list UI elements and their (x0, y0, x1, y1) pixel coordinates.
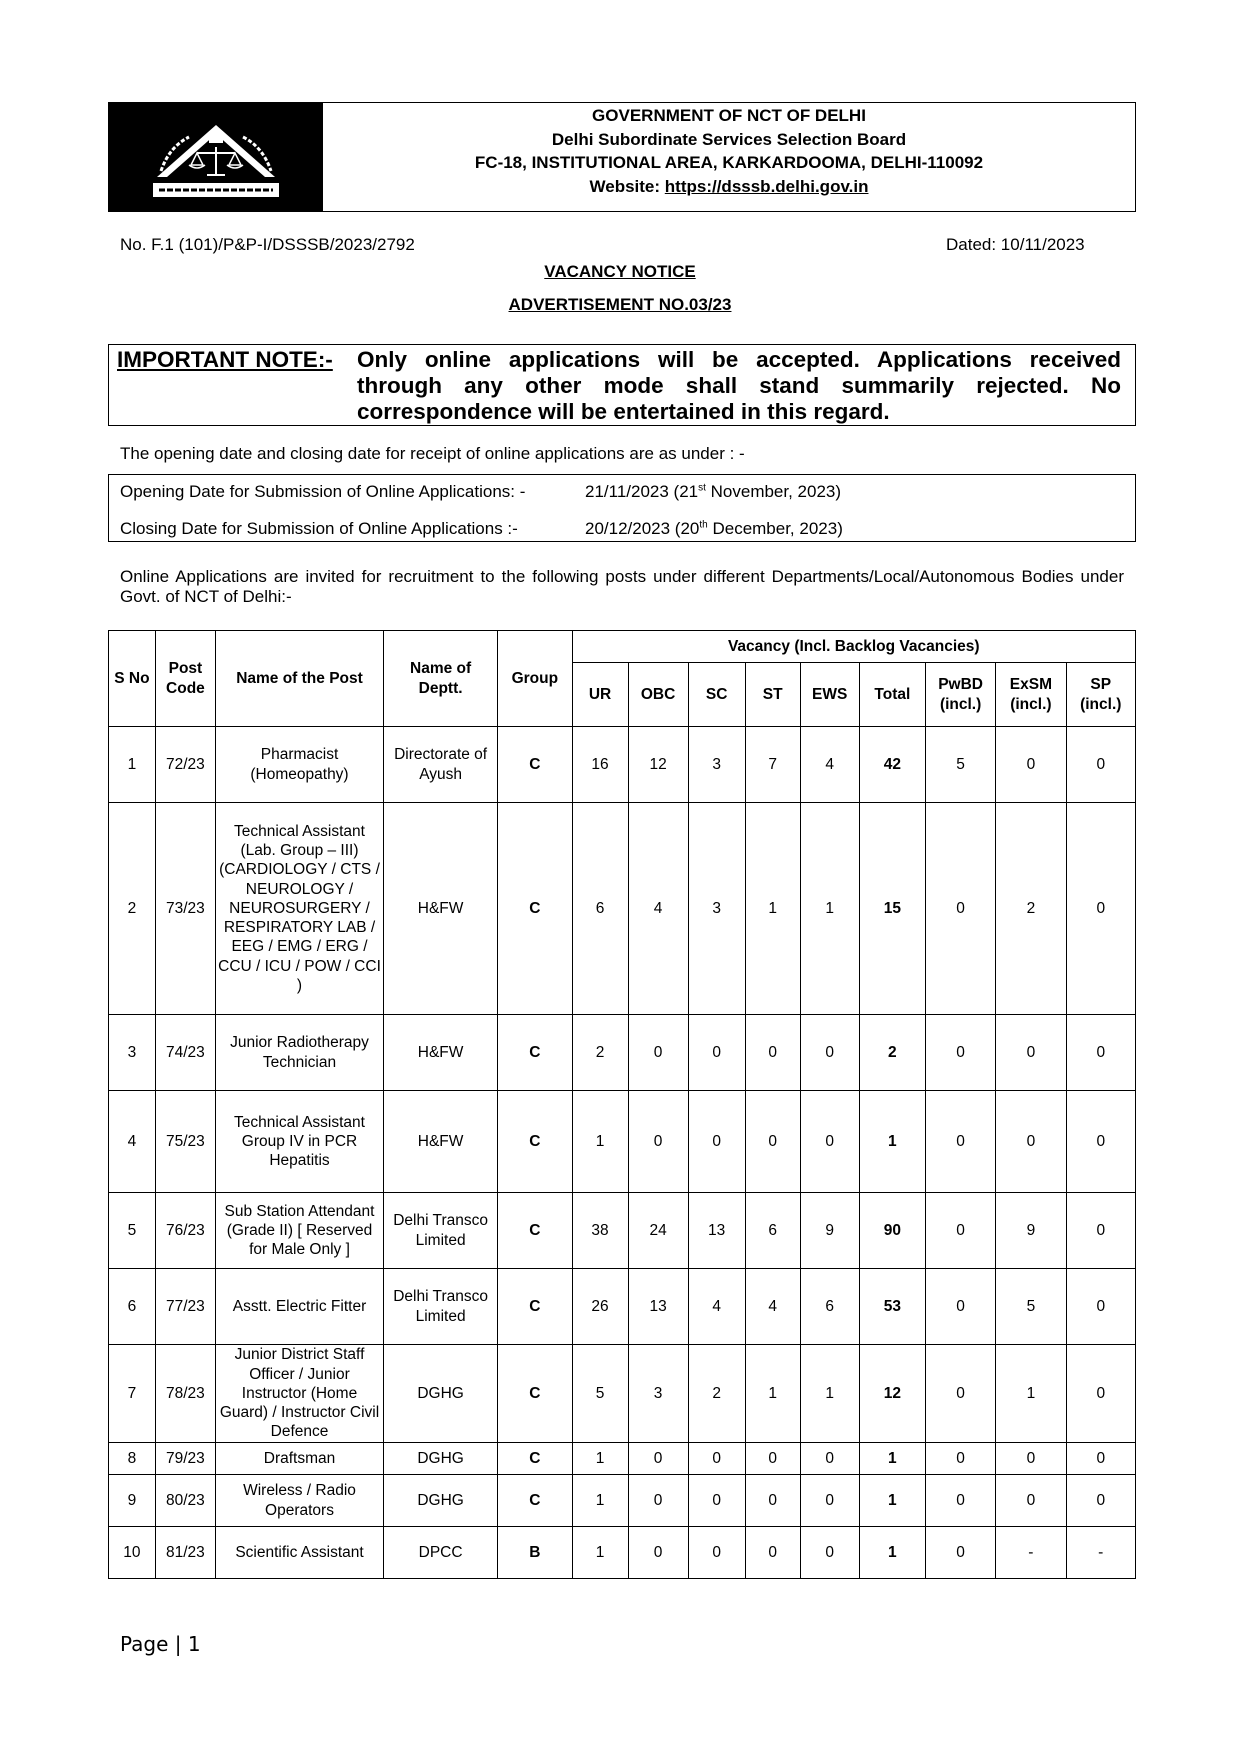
cell-sno: 9 (109, 1475, 156, 1527)
cell-dept: Delhi Transco Limited (384, 1269, 498, 1345)
table-row (109, 1091, 1136, 1193)
cell-pwbd: 0 (925, 1091, 995, 1193)
cell-ews: 4 (800, 727, 859, 803)
cell-sp: - (1066, 1527, 1135, 1579)
cell-sc: 0 (688, 1443, 745, 1475)
col-post-name: Name of the Post (215, 631, 383, 727)
cell-obc: 13 (628, 1269, 688, 1345)
cell-obc: 0 (628, 1527, 688, 1579)
page-number: Page | 1 (120, 1632, 201, 1656)
cell-sno: 3 (109, 1015, 156, 1091)
cell-dept: H&FW (384, 1091, 498, 1193)
cell-group: C (498, 1193, 572, 1269)
dates-box (108, 474, 1136, 542)
cell-total: 15 (859, 803, 925, 1015)
board-address: FC-18, INSTITUTIONAL AREA, KARKARDOOMA, DELHI-110092 (474, 153, 984, 172)
col-ur: UR (572, 663, 628, 727)
cell-sp: 0 (1066, 1015, 1135, 1091)
cell-group: C (498, 727, 572, 803)
government-name: GOVERNMENT OF NCT OF DELHI (592, 106, 866, 125)
col-dept: Name of Deptt. (384, 631, 498, 727)
cell-ur: 2 (572, 1015, 628, 1091)
cell-obc: 0 (628, 1091, 688, 1193)
cell-ews: 0 (800, 1091, 859, 1193)
col-sp: SP (incl.) (1066, 663, 1135, 727)
important-note-label: IMPORTANT NOTE:- (117, 347, 333, 372)
cell-total: 90 (859, 1193, 925, 1269)
cell-post: Pharmacist (Homeopathy) (215, 727, 383, 803)
col-sno: S No (109, 631, 156, 727)
cell-pwbd: 0 (925, 1443, 995, 1475)
cell-code: 78/23 (155, 1345, 215, 1443)
cell-code: 75/23 (155, 1091, 215, 1193)
cell-total: 1 (859, 1527, 925, 1579)
cell-post: Junior Radiotherapy Technician (215, 1015, 383, 1091)
important-note-text: Only online applications will be accepted. Applications received through any other mode shall stand summarily rejected. No correspondence will be entertained in this regard. (357, 347, 1121, 424)
cell-obc: 0 (628, 1015, 688, 1091)
cell-code: 77/23 (155, 1269, 215, 1345)
notice-date: Dated: 10/11/2023 (946, 235, 1085, 254)
cell-total: 1 (859, 1475, 925, 1527)
cell-obc: 4 (628, 803, 688, 1015)
cell-sp: 0 (1066, 727, 1135, 803)
cell-exsm: 0 (996, 727, 1066, 803)
cell-ur: 26 (572, 1269, 628, 1345)
table-row (109, 1475, 1136, 1527)
cell-total: 1 (859, 1443, 925, 1475)
cell-sno: 8 (109, 1443, 156, 1475)
cell-ews: 1 (800, 1345, 859, 1443)
cell-sc: 4 (688, 1269, 745, 1345)
recruitment-intro: Online Applications are invited for recruitment to the following posts under different Departments/Local/Autonomous Bodies under Govt. of NCT of Delhi:- (120, 567, 1124, 606)
cell-st: 1 (745, 803, 800, 1015)
table-row (109, 1015, 1136, 1091)
cell-group: C (498, 1345, 572, 1443)
table-row (109, 803, 1136, 1015)
cell-code: 74/23 (155, 1015, 215, 1091)
cell-group: C (498, 1443, 572, 1475)
cell-pwbd: 5 (925, 727, 995, 803)
table-row (109, 727, 1136, 803)
cell-ews: 0 (800, 1015, 859, 1091)
cell-exsm: 0 (996, 1015, 1066, 1091)
cell-exsm: 0 (996, 1475, 1066, 1527)
cell-sno: 7 (109, 1345, 156, 1443)
cell-dept: DPCC (384, 1527, 498, 1579)
cell-sp: 0 (1066, 1345, 1135, 1443)
cell-ur: 1 (572, 1527, 628, 1579)
cell-pwbd: 0 (925, 1345, 995, 1443)
vacancy-table (108, 630, 1136, 1579)
website-link[interactable]: https://dsssb.delhi.gov.in (664, 176, 869, 196)
table-row (109, 1269, 1136, 1345)
cell-exsm: 0 (996, 1091, 1066, 1193)
col-exsm: ExSM (incl.) (996, 663, 1066, 727)
cell-group: B (498, 1527, 572, 1579)
cell-code: 76/23 (155, 1193, 215, 1269)
col-post-code: Post Code (155, 631, 215, 727)
cell-exsm: 2 (996, 803, 1066, 1015)
cell-obc: 0 (628, 1443, 688, 1475)
col-vacancy: Vacancy (Incl. Backlog Vacancies) (572, 631, 1136, 663)
col-total: Total (859, 663, 925, 727)
cell-obc: 12 (628, 727, 688, 803)
cell-post: Sub Station Attendant (Grade II) [ Reserved for Male Only ] (215, 1193, 383, 1269)
cell-sp: 0 (1066, 1475, 1135, 1527)
cell-exsm: 0 (996, 1443, 1066, 1475)
cell-ews: 0 (800, 1475, 859, 1527)
cell-ews: 0 (800, 1527, 859, 1579)
cell-st: 1 (745, 1345, 800, 1443)
opening-date-value: 21/11/2023 (21st November, 2023) (585, 482, 842, 501)
cell-total: 42 (859, 727, 925, 803)
cell-ur: 6 (572, 803, 628, 1015)
cell-total: 2 (859, 1015, 925, 1091)
cell-dept: DGHG (384, 1475, 498, 1527)
cell-sno: 1 (109, 727, 156, 803)
cell-ews: 9 (800, 1193, 859, 1269)
cell-code: 79/23 (155, 1443, 215, 1475)
cell-sno: 10 (109, 1527, 156, 1579)
cell-ews: 0 (800, 1443, 859, 1475)
cell-group: C (498, 1269, 572, 1345)
cell-sno: 5 (109, 1193, 156, 1269)
cell-total: 53 (859, 1269, 925, 1345)
cell-ur: 38 (572, 1193, 628, 1269)
cell-st: 4 (745, 1269, 800, 1345)
cell-code: 72/23 (155, 727, 215, 803)
col-sc: SC (688, 663, 745, 727)
cell-sc: 3 (688, 727, 745, 803)
cell-sp: 0 (1066, 803, 1135, 1015)
cell-post: Scientific Assistant (215, 1527, 383, 1579)
col-obc: OBC (628, 663, 688, 727)
cell-code: 80/23 (155, 1475, 215, 1527)
cell-pwbd: 0 (925, 803, 995, 1015)
cell-code: 81/23 (155, 1527, 215, 1579)
cell-sp: 0 (1066, 1269, 1135, 1345)
cell-sc: 0 (688, 1527, 745, 1579)
cell-sc: 13 (688, 1193, 745, 1269)
cell-obc: 0 (628, 1475, 688, 1527)
cell-pwbd: 0 (925, 1015, 995, 1091)
cell-sc: 0 (688, 1475, 745, 1527)
cell-ur: 16 (572, 727, 628, 803)
cell-sno: 6 (109, 1269, 156, 1345)
website-label: Website: (589, 176, 665, 196)
cell-obc: 24 (628, 1193, 688, 1269)
cell-post: Junior District Staff Officer / Junior Instructor (Home Guard) / Instructor Civil Defence (215, 1345, 383, 1443)
cell-st: 6 (745, 1193, 800, 1269)
cell-dept: DGHG (384, 1345, 498, 1443)
notice-title: VACANCY NOTICE (544, 262, 696, 281)
cell-post: Wireless / Radio Operators (215, 1475, 383, 1527)
table-row (109, 1527, 1136, 1579)
cell-st: 0 (745, 1015, 800, 1091)
dates-intro: The opening date and closing date for receipt of online applications are as under : - (120, 444, 745, 463)
advertisement-number: ADVERTISEMENT NO.03/23 (508, 295, 732, 314)
closing-date-value: 20/12/2023 (20th December, 2023) (585, 519, 843, 538)
cell-code: 73/23 (155, 803, 215, 1015)
cell-group: C (498, 1091, 572, 1193)
cell-dept: H&FW (384, 803, 498, 1015)
col-pwbd: PwBD (incl.) (925, 663, 995, 727)
cell-post: Technical Assistant Group IV in PCR Hepatitis (215, 1091, 383, 1193)
cell-sp: 0 (1066, 1443, 1135, 1475)
website-line (323, 175, 1135, 199)
cell-obc: 3 (628, 1345, 688, 1443)
table-header-row (109, 631, 1136, 663)
board-name: Delhi Subordinate Services Selection Board (551, 129, 907, 149)
col-ews: EWS (800, 663, 859, 727)
cell-group: C (498, 1475, 572, 1527)
cell-pwbd: 0 (925, 1475, 995, 1527)
cell-dept: DGHG (384, 1443, 498, 1475)
cell-ur: 1 (572, 1443, 628, 1475)
cell-st: 0 (745, 1443, 800, 1475)
cell-exsm: 1 (996, 1345, 1066, 1443)
cell-pwbd: 0 (925, 1269, 995, 1345)
opening-date-label: Opening Date for Submission of Online Applications: - (120, 482, 526, 501)
cell-sc: 2 (688, 1345, 745, 1443)
cell-st: 0 (745, 1527, 800, 1579)
cell-total: 12 (859, 1345, 925, 1443)
cell-exsm: 9 (996, 1193, 1066, 1269)
cell-pwbd: 0 (925, 1527, 995, 1579)
cell-sc: 0 (688, 1015, 745, 1091)
reference-number: No. F.1 (101)/P&P-I/DSSSB/2023/2792 (120, 235, 415, 254)
cell-dept: Delhi Transco Limited (384, 1193, 498, 1269)
cell-post: Technical Assistant (Lab. Group – III) (CARDIOLOGY / CTS / NEUROLOGY / NEUROSURGERY / RESPIRATORY LAB / EEG / EMG / ERG / CCU / ICU / POW / CCI ) (215, 803, 383, 1015)
table-row (109, 1345, 1136, 1443)
important-note (108, 344, 1136, 426)
cell-total: 1 (859, 1091, 925, 1193)
cell-st: 7 (745, 727, 800, 803)
cell-post: Draftsman (215, 1443, 383, 1475)
cell-dept: Directorate of Ayush (384, 727, 498, 803)
closing-date-label: Closing Date for Submission of Online Applications :- (120, 519, 518, 538)
cell-dept: H&FW (384, 1015, 498, 1091)
cell-sp: 0 (1066, 1193, 1135, 1269)
col-st: ST (745, 663, 800, 727)
cell-sno: 4 (109, 1091, 156, 1193)
header-text (323, 103, 1135, 211)
cell-sc: 3 (688, 803, 745, 1015)
col-group: Group (498, 631, 572, 727)
cell-group: C (498, 1015, 572, 1091)
letterhead (108, 102, 1136, 212)
cell-post: Asstt. Electric Fitter (215, 1269, 383, 1345)
cell-ur: 1 (572, 1091, 628, 1193)
table-row (109, 1443, 1136, 1475)
cell-ews: 1 (800, 803, 859, 1015)
cell-sno: 2 (109, 803, 156, 1015)
cell-exsm: 5 (996, 1269, 1066, 1345)
cell-ur: 5 (572, 1345, 628, 1443)
cell-pwbd: 0 (925, 1193, 995, 1269)
cell-ur: 1 (572, 1475, 628, 1527)
cell-exsm: - (996, 1527, 1066, 1579)
cell-sc: 0 (688, 1091, 745, 1193)
cell-ews: 6 (800, 1269, 859, 1345)
cell-group: C (498, 803, 572, 1015)
dsssb-logo (109, 103, 323, 211)
cell-sp: 0 (1066, 1091, 1135, 1193)
table-row (109, 1193, 1136, 1269)
cell-st: 0 (745, 1475, 800, 1527)
cell-st: 0 (745, 1091, 800, 1193)
